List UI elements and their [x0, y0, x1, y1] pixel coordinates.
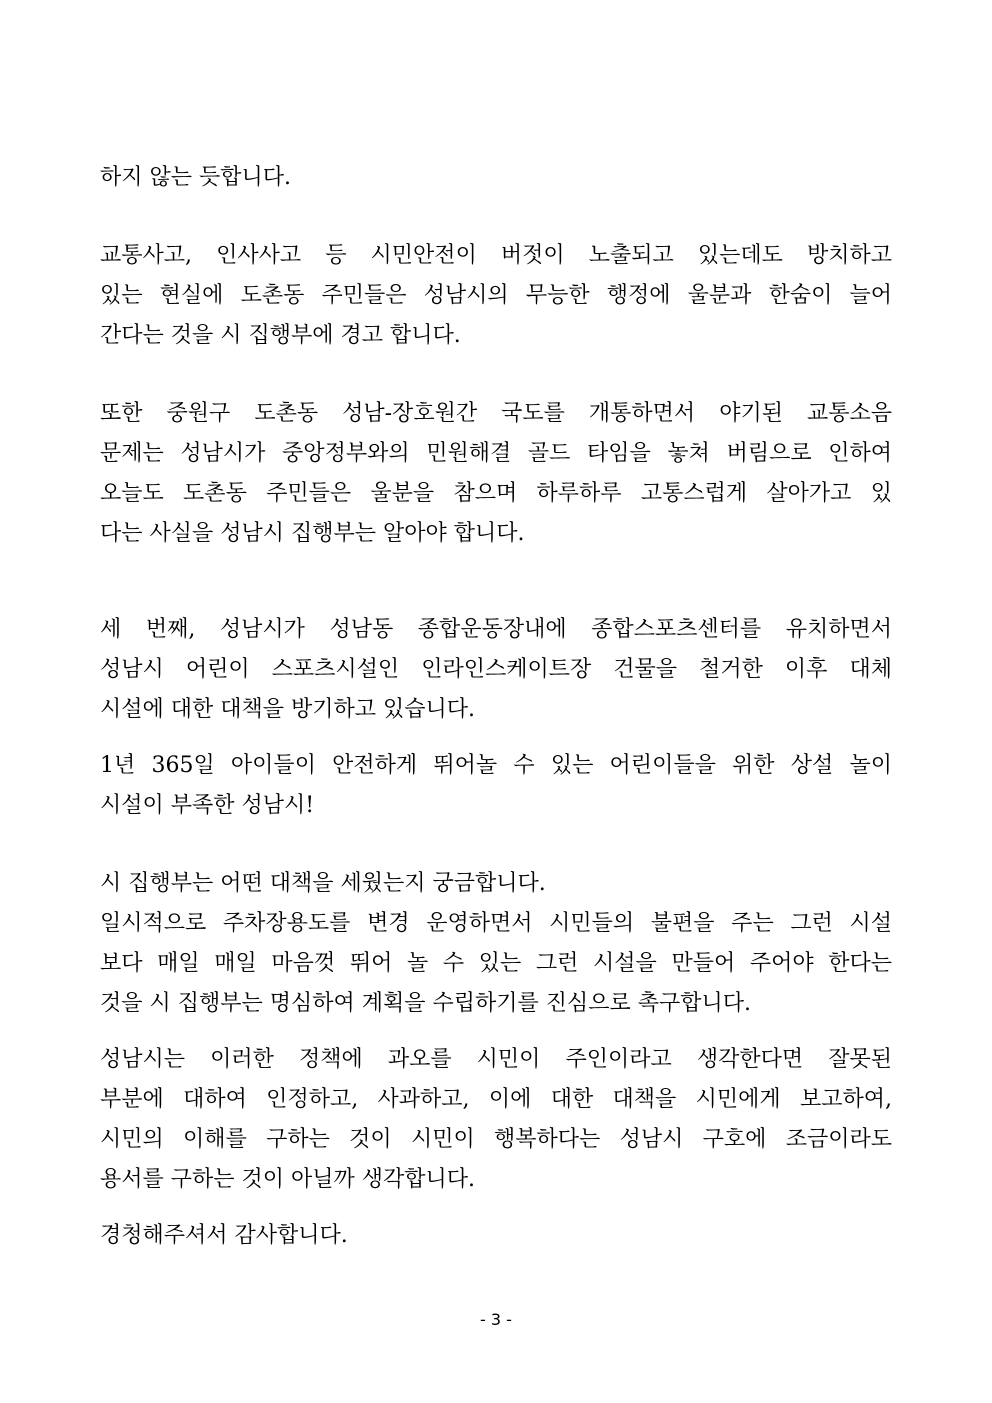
paragraph-line: 오늘도 도촌동 주민들은 울분을 참으며 하루하루 고통스럽게 살아가고 있: [100, 481, 892, 506]
paragraph-line: 부분에 대하여 인정하고, 사과하고, 이에 대한 대책을 시민에게 보고하여,: [100, 1087, 892, 1112]
paragraph-line: 교통사고, 인사사고 등 시민안전이 버젓이 노출되고 있는데도 방치하고: [100, 243, 892, 268]
paragraph-line: 성남시는 이러한 정책에 과오를 시민이 주인이라고 생각한다면 잘못된: [100, 1047, 892, 1072]
paragraph-line: 용서를 구하는 것이 아닐까 생각합니다.: [100, 1167, 475, 1192]
paragraph-line: 것을 시 집행부는 명심하여 계획을 수립하기를 진심으로 촉구합니다.: [100, 991, 752, 1016]
paragraph-line: 문제는 성남시가 중앙정부와의 민원해결 골드 타임을 놓쳐 버림으로 인하여: [100, 441, 892, 466]
paragraph-line: 시 집행부는 어떤 대책을 세웠는지 궁금합니다.: [100, 871, 546, 896]
paragraph-line: 세 번째, 성남시가 성남동 종합운동장내에 종합스포츠센터를 유치하면서: [100, 617, 892, 642]
paragraph-line: 1년 365일 아이들이 안전하게 뛰어놀 수 있는 어린이들을 위한 상설 놀이: [100, 753, 892, 778]
paragraph-line: 다는 사실을 성남시 집행부는 알아야 합니다.: [100, 521, 525, 546]
paragraph-line: 시설이 부족한 성남시!: [100, 793, 315, 818]
page-number: - 3 -: [480, 1310, 512, 1329]
paragraph-line: 하지 않는 듯합니다.: [100, 165, 291, 190]
paragraph-line: 시설에 대한 대책을 방기하고 있습니다.: [100, 697, 475, 722]
paragraph-line: 있는 현실에 도촌동 주민들은 성남시의 무능한 행정에 울분과 한숨이 늘어: [100, 283, 892, 308]
paragraph-line: 보다 매일 매일 마음껏 뛰어 놀 수 있는 그런 시설을 만들어 주어야 한다는: [100, 951, 892, 976]
paragraph-line: 또한 중원구 도촌동 성남-장호원간 국도를 개통하면서 야기된 교통소음: [100, 401, 892, 426]
paragraph-line: 일시적으로 주차장용도를 변경 운영하면서 시민들의 불편을 주는 그런 시설: [100, 911, 892, 936]
paragraph-line: 시민의 이해를 구하는 것이 시민이 행복하다는 성남시 구호에 조금이라도: [100, 1127, 892, 1152]
paragraph-line: 성남시 어린이 스포츠시설인 인라인스케이트장 건물을 철거한 이후 대체: [100, 657, 892, 682]
closing-line: 경청해주셔서 감사합니다.: [100, 1223, 348, 1248]
paragraph-line: 간다는 것을 시 집행부에 경고 합니다.: [100, 323, 461, 348]
